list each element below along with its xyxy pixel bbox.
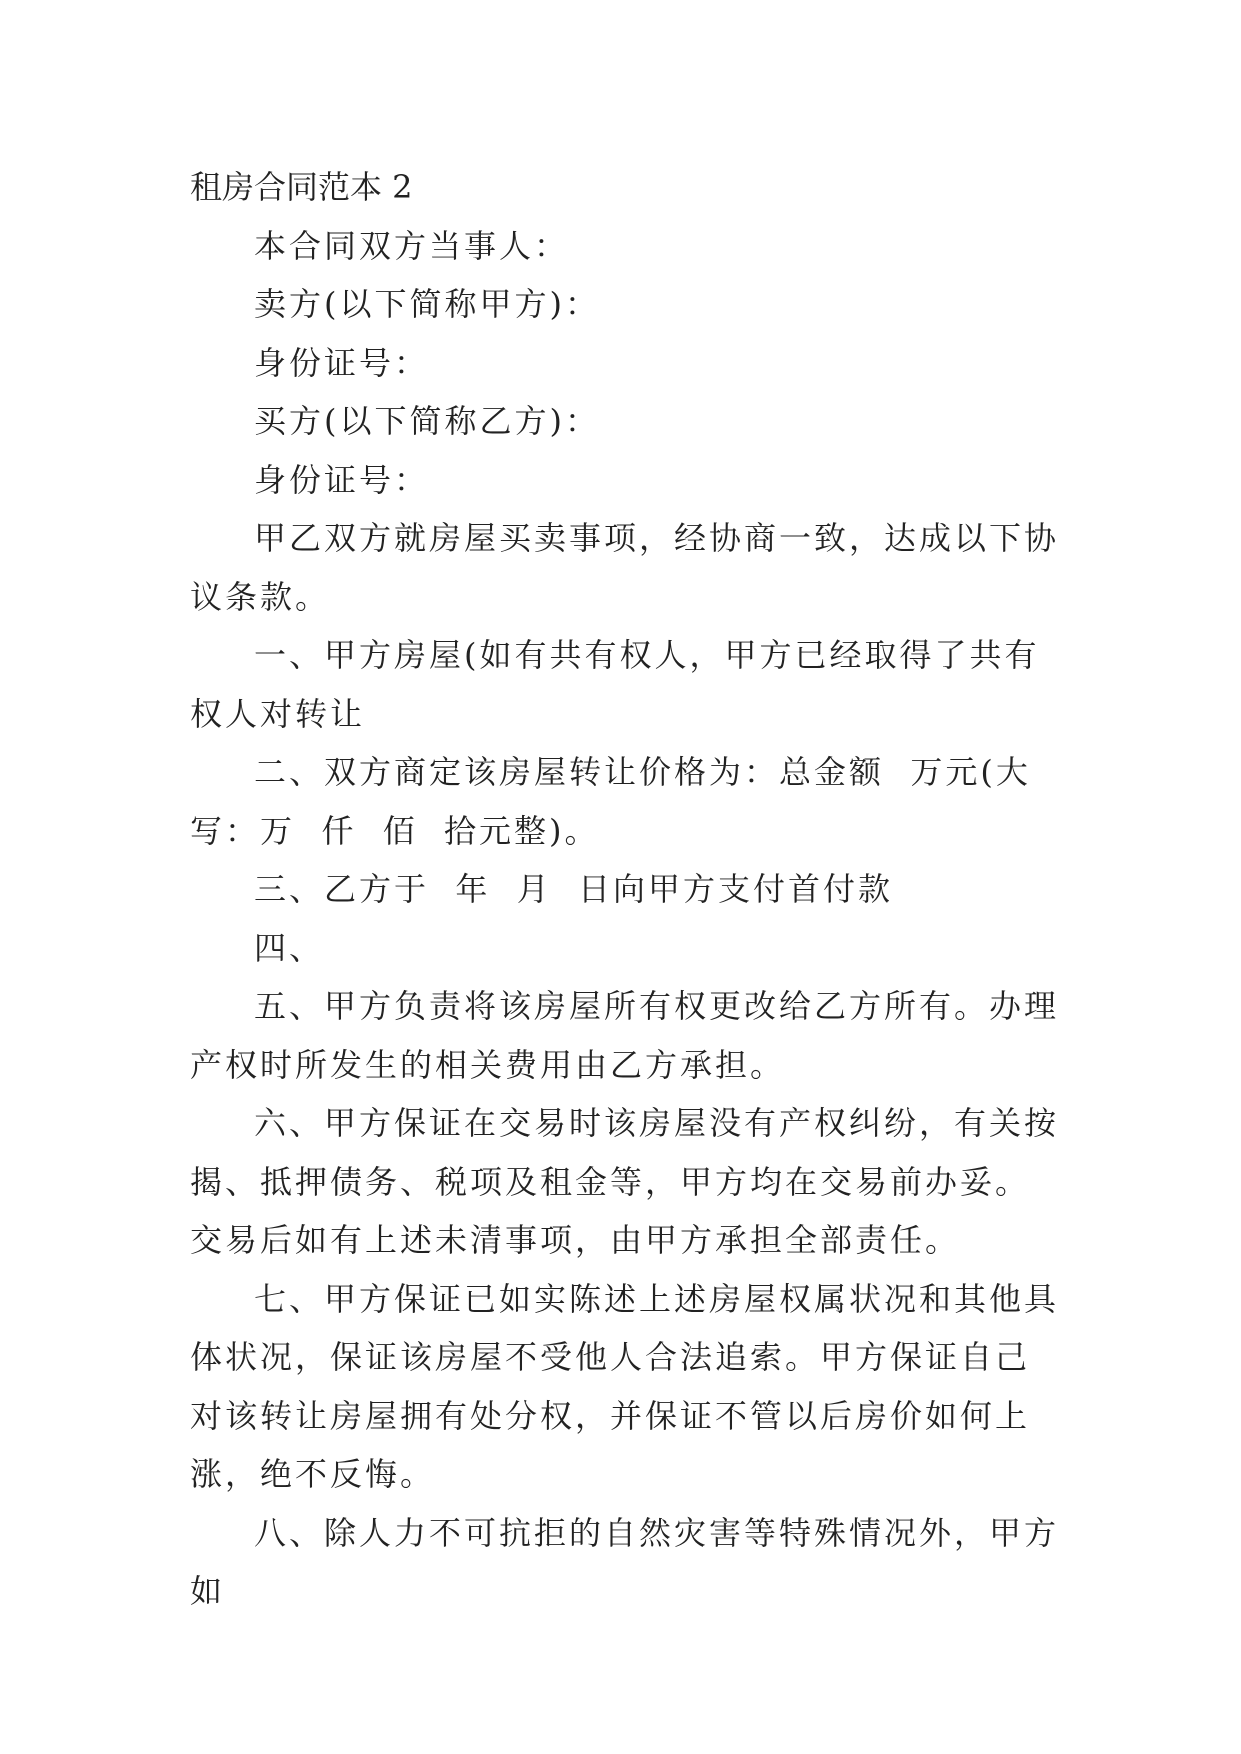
paragraph-clause-4: 四、 xyxy=(254,928,325,967)
paragraph-clause-7: 七、甲方保证已如实陈述上述房屋权属状况和其他具体状况，保证该房屋不受他人合法追索。甲方保证自己对该转让房屋拥有处分权，并保证不管以后房价如何上涨，绝不反悔。 xyxy=(190,1279,1060,1493)
paragraph-clause-3: 三、乙方于 年 月 日向甲方支付首付款 xyxy=(254,870,894,908)
paragraph-buyer: 买方(以下简称乙方)： xyxy=(254,402,600,440)
paragraph-seller-id: 身份证号： xyxy=(254,343,430,382)
paragraph-agreement-intro: 甲乙双方就房屋买卖事项，经协商一致，达成以下协议条款。 xyxy=(190,519,1060,616)
paragraph-clause-8: 八、除人力不可抗拒的自然灾害等特殊情况外，甲方如 xyxy=(190,1513,1060,1610)
paragraph-clause-1: 一、甲方房屋(如有共有权人，甲方已经取得了共有权人对转让 xyxy=(190,636,1040,733)
paragraph-seller: 卖方(以下简称甲方)： xyxy=(254,285,600,323)
document-title: 租房合同范本 2 xyxy=(190,168,413,206)
paragraph-parties-intro: 本合同双方当事人： xyxy=(254,226,570,265)
paragraph-buyer-id: 身份证号： xyxy=(254,460,430,499)
paragraph-clause-6: 六、甲方保证在交易时该房屋没有产权纠纷，有关按揭、抵押债务、税项及租金等，甲方均在交易前办妥。交易后如有上述未清事项，由甲方承担全部责任。 xyxy=(190,1104,1060,1259)
document-body xyxy=(190,158,1060,1621)
paragraph-clause-5: 五、甲方负责将该房屋所有权更改给乙方所有。办理产权时所发生的相关费用由乙方承担。 xyxy=(190,987,1060,1084)
paragraph-clause-2: 二、双方商定该房屋转让价格为：总金额 万元(大写：万 仟 佰 拾元整)。 xyxy=(190,753,1031,850)
